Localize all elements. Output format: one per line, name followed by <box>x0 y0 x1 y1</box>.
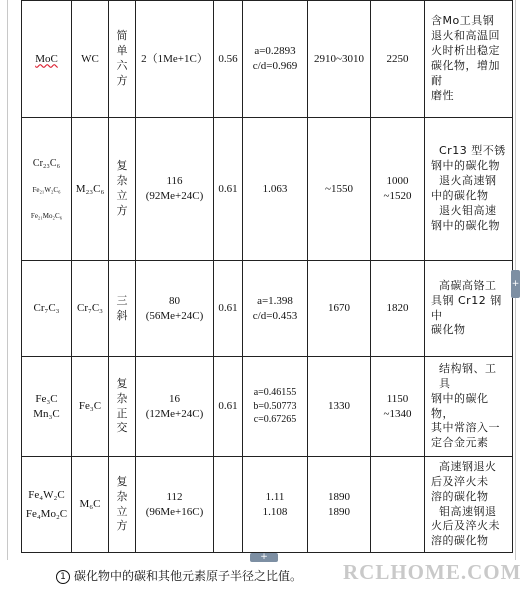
desc-line: Cr13 型不锈 <box>439 144 506 158</box>
lattice-cell <box>109 118 136 261</box>
lattice-char: 方 <box>116 74 128 87</box>
temp-line: 1150 <box>386 392 409 405</box>
desc-line: 结构钢、工具 <box>439 361 497 390</box>
desc-line: 退火钼高速 <box>439 203 497 217</box>
lattice-char: 杂 <box>116 490 128 503</box>
alt-formula-cell: Cr₇C₃ <box>72 261 109 357</box>
alt-formula-cell: WC <box>72 1 109 118</box>
desc-line: 含Mo工具钢 <box>431 14 495 28</box>
structure-line: 116 <box>166 175 183 188</box>
lattice-char: 复 <box>116 160 128 173</box>
hardness-cell: ~1550 <box>308 118 371 261</box>
phase-formula: Cr₂₃C₆ <box>32 157 61 169</box>
desc-cell <box>425 357 513 457</box>
structure-line: (56Me+24C) <box>145 309 204 322</box>
footnote-marker: 1 <box>56 570 70 584</box>
structure-line: 112 <box>166 490 183 503</box>
lattice-cell <box>109 1 136 118</box>
desc-line: 退火和高温回 <box>431 29 500 43</box>
phase-cell <box>22 1 72 118</box>
row-resize-handle[interactable]: + <box>250 553 278 562</box>
lattice-char: 六 <box>116 60 128 72</box>
structure-line: (12Me+24C) <box>145 407 204 420</box>
column-resize-handle[interactable]: + <box>511 270 520 298</box>
desc-line: 火后及淬火未 <box>431 519 500 533</box>
phase-formula: MoC <box>35 52 58 65</box>
lattice-char: 简 <box>116 30 128 43</box>
lattice-cell <box>109 357 136 457</box>
desc-line: 高速钢退火 <box>439 459 497 473</box>
lattice-char: 杂 <box>116 175 128 188</box>
structure-cell: 2（1Me+1C） <box>136 1 214 118</box>
param-cell <box>243 457 308 553</box>
param-line: a=1.398 <box>257 294 293 307</box>
desc-cell <box>425 118 513 261</box>
ratio-cell <box>214 457 243 553</box>
structure-line: 16 <box>169 392 180 405</box>
structure-cell <box>136 118 214 261</box>
hardness-cell: 1670 <box>308 261 371 357</box>
hardness-line: 1890 <box>328 505 350 518</box>
lattice-char: 正 <box>116 407 128 420</box>
lattice-char: 方 <box>116 204 128 217</box>
carbide-table <box>21 0 513 553</box>
desc-line: 后及淬火未 <box>431 474 489 488</box>
desc-cell <box>425 261 513 357</box>
structure-cell <box>136 357 214 457</box>
footnote-text: 碳化物中的碳和其他元素原子半径之比值。 <box>74 569 303 583</box>
temp-cell <box>371 357 425 457</box>
structure-line: (96Me+16C) <box>145 505 204 518</box>
lattice-cell <box>109 261 136 357</box>
desc-line: 磨性 <box>431 88 454 102</box>
desc-cell <box>425 457 513 553</box>
lattice-char: 复 <box>116 475 128 488</box>
param-cell <box>243 1 308 118</box>
hardness-cell: 2910~3010 <box>308 1 371 118</box>
table-row <box>22 1 513 118</box>
table-row <box>22 457 513 553</box>
table-row <box>22 357 513 457</box>
alt-formula-cell: Fe₃C <box>72 357 109 457</box>
hardness-line: 1890 <box>328 490 350 503</box>
temp-cell <box>371 457 425 553</box>
phase-cell: Cr₇C₃ <box>22 261 72 357</box>
hardness-cell <box>308 457 371 553</box>
param-line: c/d=0.969 <box>252 60 298 72</box>
temp-cell: 2250 <box>371 1 425 118</box>
phase-cell <box>22 457 72 553</box>
temp-line: 1000 <box>386 175 409 188</box>
phase-cell <box>22 118 72 261</box>
desc-line: 其中常溶入一 <box>431 421 500 435</box>
table-row <box>22 118 513 261</box>
desc-line: 碳化物 <box>431 323 466 337</box>
desc-cell <box>425 1 513 118</box>
lattice-char: 斜 <box>116 309 128 322</box>
desc-line: 钼高速钢退 <box>439 504 497 518</box>
ratio-cell: 0.61 <box>214 118 243 261</box>
phase-formula: Mn₃C <box>33 407 60 420</box>
param-line: b=0.50773 <box>253 400 297 412</box>
param-line: c=0.67265 <box>253 414 297 426</box>
lattice-char: 方 <box>116 520 128 533</box>
structure-line: (92Me+24C) <box>145 190 204 202</box>
phase-formula: Fe₂₁Mo₂C₆ <box>30 211 63 220</box>
phase-formula: Fe₄W₂C <box>28 488 65 501</box>
ratio-cell: 0.61 <box>214 357 243 457</box>
param-cell <box>243 261 308 357</box>
param-line: a=0.2893 <box>254 45 296 58</box>
structure-cell <box>136 457 214 553</box>
param-line: 1.108 <box>262 505 288 518</box>
lattice-char: 立 <box>116 505 128 518</box>
structure-line: 80 <box>169 294 180 307</box>
desc-line: 碳化物，增加耐 <box>431 59 500 87</box>
param-line: a=0.46155 <box>253 387 297 399</box>
alt-formula-cell: M₆C <box>72 457 109 553</box>
desc-line: 钢中的碳化物 <box>431 159 500 173</box>
desc-line: 钢中的碳化物 <box>431 218 500 232</box>
desc-line: 定合金元素 <box>431 436 489 450</box>
desc-line: 具钢 Cr12 钢中 <box>431 293 502 322</box>
lattice-char: 交 <box>116 422 128 435</box>
alt-formula-cell: M₂₃C₆ <box>72 118 109 261</box>
temp-cell <box>371 118 425 261</box>
page-edge-left <box>7 0 8 560</box>
desc-line: 火时析出稳定 <box>431 44 500 58</box>
phase-formula: Fe₂₁W₂C₆ <box>32 186 61 195</box>
phase-formula: Fe₄Mo₂C <box>25 507 68 520</box>
lattice-char: 复 <box>116 377 128 390</box>
desc-line: 溶的碳化物 <box>431 489 489 503</box>
param-cell <box>243 357 308 457</box>
temp-line: ~1340 <box>383 407 412 420</box>
watermark: RCLHOME.COM <box>343 560 522 584</box>
desc-line: 高碳高铬工 <box>439 278 497 292</box>
desc-line: 退火高速钢 <box>439 174 497 188</box>
desc-line: 中的碳化物 <box>431 189 489 202</box>
lattice-char: 单 <box>116 45 128 58</box>
param-line: c/d=0.453 <box>252 309 298 322</box>
desc-line: 溶的碳化物 <box>431 534 489 548</box>
ratio-cell: 0.56 <box>214 1 243 118</box>
footnote <box>56 567 302 584</box>
hardness-cell: 1330 <box>308 357 371 457</box>
lattice-char: 立 <box>116 190 128 202</box>
table-row <box>22 261 513 357</box>
temp-cell: 1820 <box>371 261 425 357</box>
lattice-char: 三 <box>116 294 128 307</box>
structure-cell <box>136 261 214 357</box>
lattice-cell <box>109 457 136 553</box>
desc-line: 钢中的碳化物， <box>431 391 489 420</box>
ratio-cell: 0.61 <box>214 261 243 357</box>
lattice-char: 杂 <box>116 392 128 405</box>
param-line: 1.11 <box>265 490 285 503</box>
temp-line: ~1520 <box>383 190 412 202</box>
phase-formula: Fe₃C <box>35 392 58 405</box>
phase-cell <box>22 357 72 457</box>
param-cell: 1.063 <box>243 118 308 261</box>
